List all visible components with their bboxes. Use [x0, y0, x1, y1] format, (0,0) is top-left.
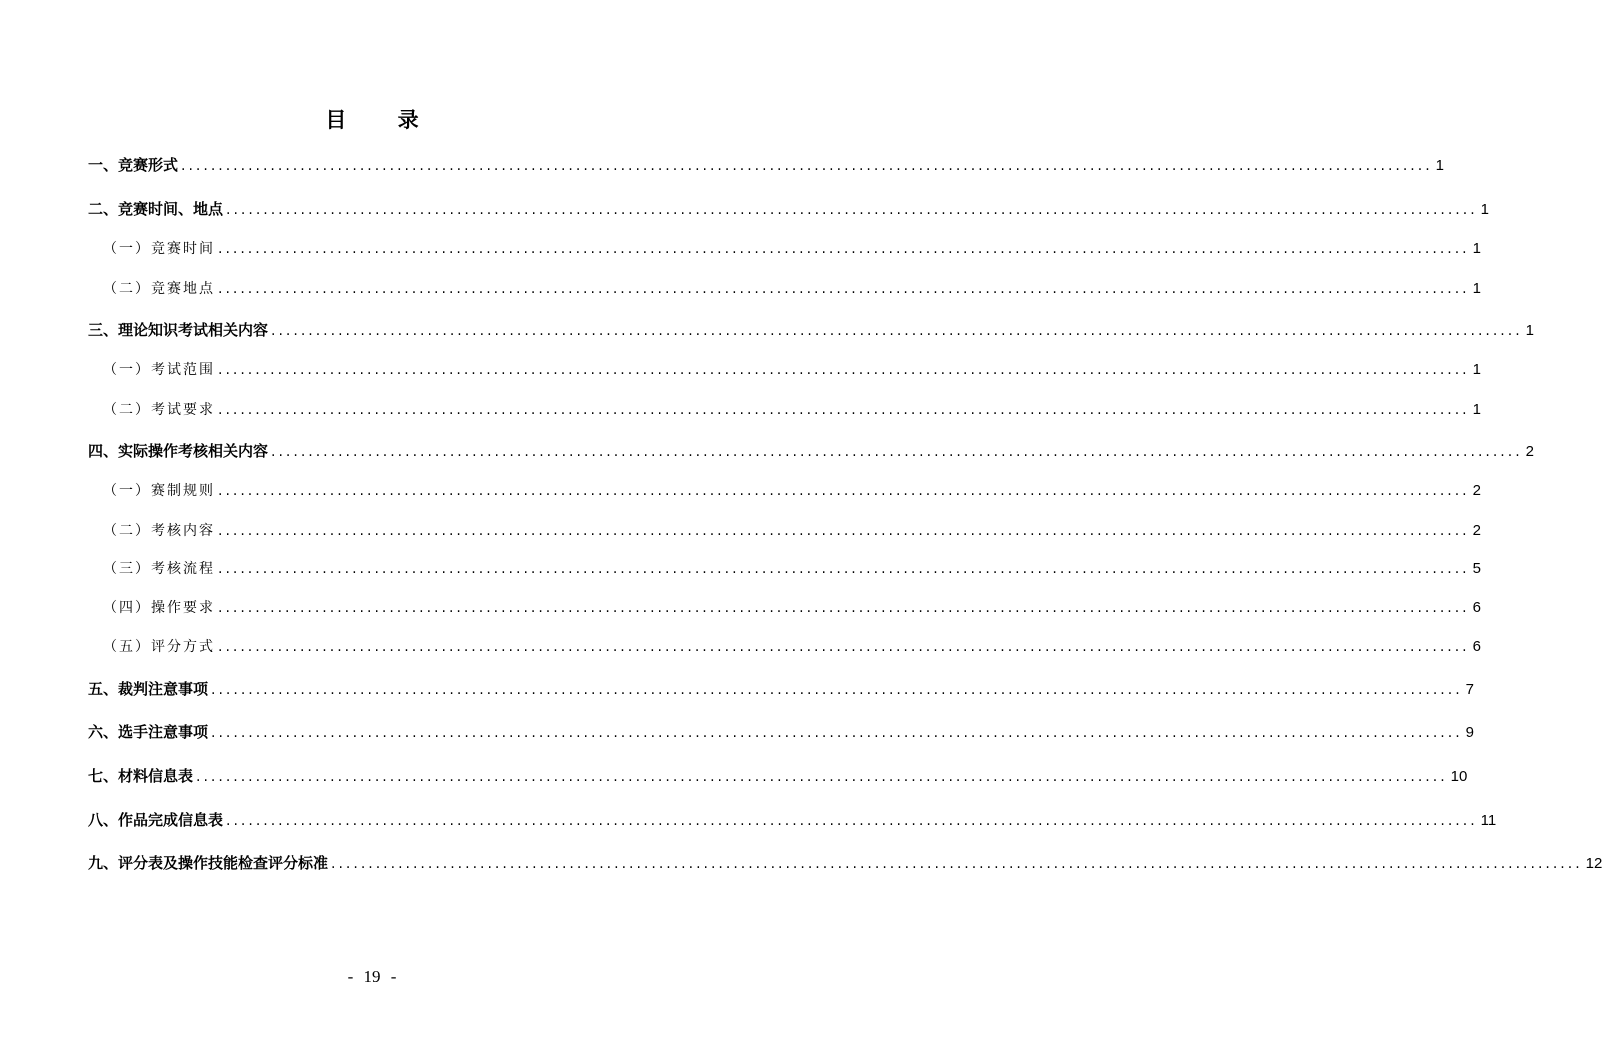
- toc-leader: ........................................................................................................................................................................: [211, 682, 1463, 698]
- toc-entry[interactable]: [88, 678, 1474, 702]
- toc-entry-page: 1: [1525, 322, 1534, 339]
- toc-entry[interactable]: [103, 278, 1481, 302]
- toc-entry-label: （二）竞赛地点: [103, 281, 215, 297]
- toc-leader: ........................................................................................................................................................................: [218, 600, 1470, 616]
- toc-leader: ........................................................................................................................................................................: [226, 813, 1478, 829]
- toc-entry[interactable]: [88, 721, 1474, 745]
- toc-entry-page: 1: [1472, 401, 1481, 418]
- toc-entry-label: 六、选手注意事项: [88, 723, 209, 741]
- toc-entry[interactable]: [88, 852, 1602, 876]
- toc-entry-label: （一）考试范围: [103, 362, 215, 378]
- toc-entry-label: （一）竞赛时间: [103, 241, 215, 257]
- toc-entry-label: 五、裁判注意事项: [88, 680, 209, 698]
- toc-entry-page: 2: [1472, 482, 1481, 499]
- toc-entry-page: 1: [1472, 240, 1481, 257]
- toc-leader: ........................................................................................................................................................................: [218, 639, 1470, 655]
- toc-entry-page: 1: [1472, 280, 1481, 297]
- toc-entry[interactable]: [103, 399, 1481, 423]
- toc-entry-page: 11: [1480, 812, 1497, 829]
- toc-entry-page: 5: [1472, 560, 1481, 577]
- toc-entry-page: 2: [1472, 522, 1481, 539]
- toc-entry[interactable]: [88, 765, 1468, 789]
- toc-leader: ........................................................................................................................................................................: [331, 856, 1583, 872]
- toc-entry-page: 1: [1472, 361, 1481, 378]
- toc-leader: ........................................................................................................................................................................: [218, 483, 1470, 499]
- toc-entry[interactable]: [103, 359, 1481, 383]
- toc-entry-label: （二）考核内容: [103, 523, 215, 539]
- toc-leader: ........................................................................................................................................................................: [181, 158, 1433, 174]
- toc-leader: ........................................................................................................................................................................: [218, 241, 1470, 257]
- toc-entry-label: 三、理论知识考试相关内容: [88, 321, 269, 339]
- toc-entry-page: 12: [1585, 855, 1602, 872]
- toc-leader: ........................................................................................................................................................................: [218, 523, 1470, 539]
- toc-entry-page: 6: [1472, 599, 1481, 616]
- toc-entry-label: 九、评分表及操作技能检查评分标准: [88, 854, 329, 872]
- toc-entry-page: 7: [1465, 681, 1474, 698]
- toc-entry-page: 1: [1480, 201, 1489, 218]
- toc-leader: ........................................................................................................................................................................: [218, 362, 1470, 378]
- toc-entry-label: （五）评分方式: [103, 639, 215, 655]
- toc-leader: ........................................................................................................................................................................: [271, 323, 1523, 339]
- page-title: 目 录: [325, 108, 441, 132]
- toc-entry[interactable]: [88, 319, 1534, 343]
- toc-entry-label: （二）考试要求: [103, 402, 215, 418]
- toc-entry[interactable]: [88, 809, 1497, 833]
- toc-entry[interactable]: [103, 597, 1481, 621]
- toc-entry-label: 七、材料信息表: [88, 767, 194, 785]
- toc-entry-label: 八、作品完成信息表: [88, 811, 224, 829]
- toc-leader: ........................................................................................................................................................................: [271, 444, 1523, 460]
- toc-leader: ........................................................................................................................................................................: [218, 281, 1470, 297]
- toc-entry[interactable]: [103, 520, 1481, 544]
- toc-entry-label: 一、竞赛形式: [88, 156, 179, 174]
- toc-entry[interactable]: [88, 154, 1444, 178]
- toc-leader: ........................................................................................................................................................................: [196, 769, 1448, 785]
- toc-entry-page: 6: [1472, 638, 1481, 655]
- toc-entry[interactable]: [88, 198, 1489, 222]
- toc-entry[interactable]: [88, 440, 1534, 464]
- toc-entry[interactable]: [103, 238, 1481, 262]
- toc-entry-page: 9: [1465, 724, 1474, 741]
- toc-entry[interactable]: [103, 480, 1481, 504]
- toc-entry-label: 二、竞赛时间、地点: [88, 200, 224, 218]
- toc-entry-label: 四、实际操作考核相关内容: [88, 442, 269, 460]
- page-number-footer: - 19 -: [347, 967, 397, 986]
- toc-entry-page: 10: [1450, 768, 1468, 785]
- toc-leader: ........................................................................................................................................................................: [211, 725, 1463, 741]
- toc-entry[interactable]: [103, 636, 1481, 660]
- toc-entry-page: 1: [1435, 157, 1444, 174]
- toc-entry-label: （三）考核流程: [103, 561, 215, 577]
- toc-leader: ........................................................................................................................................................................: [218, 402, 1470, 418]
- toc-entry[interactable]: [103, 558, 1481, 582]
- toc-entry-label: （一）赛制规则: [103, 483, 215, 499]
- toc-entry-page: 2: [1525, 443, 1534, 460]
- toc-leader: ........................................................................................................................................................................: [226, 202, 1478, 218]
- toc-leader: ........................................................................................................................................................................: [218, 561, 1470, 577]
- toc-entry-label: （四）操作要求: [103, 600, 215, 616]
